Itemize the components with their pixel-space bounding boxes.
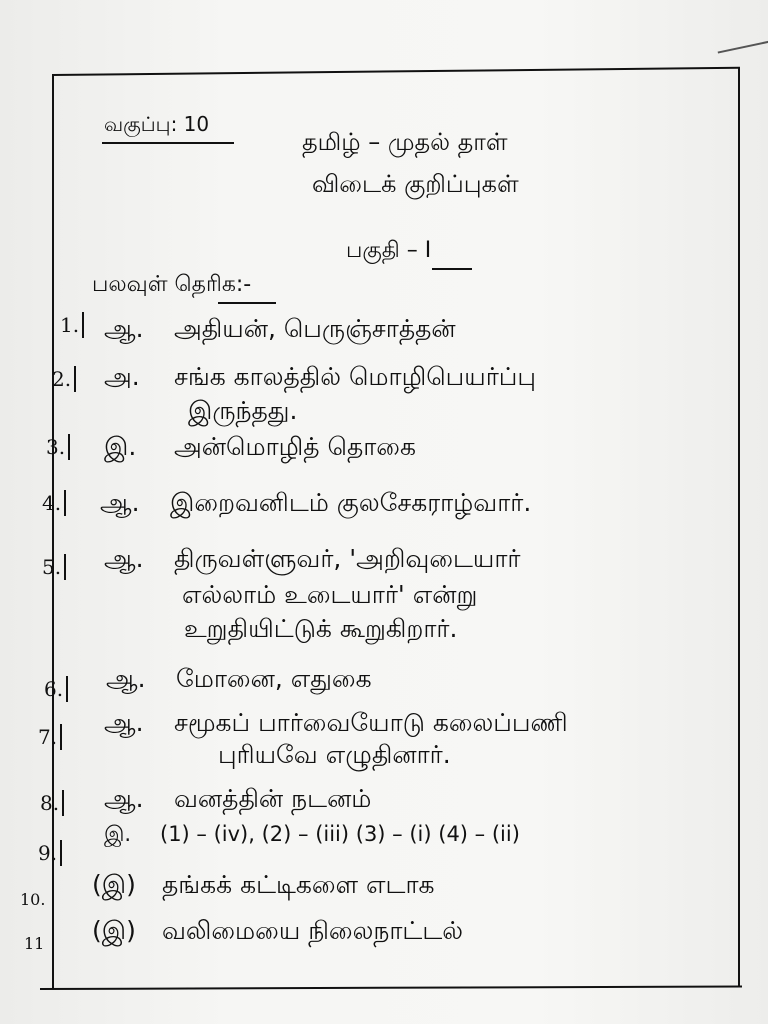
answer-item: [104, 708, 568, 741]
choose-label-underline: [218, 302, 276, 304]
answer-number: 2.: [52, 366, 76, 392]
answer-text: திருவள்ளுவர், 'அறிவுடையார்: [174, 544, 521, 573]
answer-option: ஆ.: [106, 664, 146, 693]
answer-number: 8.: [40, 790, 64, 816]
answer-item: [104, 362, 536, 395]
answer-text-continued: இருந்தது.: [188, 396, 298, 425]
answer-number: 3.: [46, 434, 70, 460]
answer-number: 4.: [42, 490, 66, 516]
answer-option: ஆ.: [104, 708, 144, 737]
answer-key-title: விடைக் குறிப்புகள்: [312, 170, 519, 198]
answer-text: (1) – (iv), (2) – (iii) (3) – (i) (4) – (ii): [160, 822, 520, 846]
answer-number: 1.: [60, 312, 84, 338]
margin-line-right: [738, 68, 740, 986]
answer-text: அதியன், பெருஞ்சாத்தன்: [174, 314, 456, 343]
answer-item: [106, 664, 372, 697]
answer-text: வலிமையை நிலைநாட்டல்: [162, 916, 463, 945]
section-title: பகுதி – I: [346, 238, 432, 263]
answer-number: 9.: [38, 840, 62, 866]
answer-item: [100, 488, 531, 521]
margin-line-top: [52, 67, 740, 76]
answer-option: ஆ.: [104, 544, 144, 573]
answer-item: [104, 314, 456, 347]
class-label-underline: [102, 142, 234, 144]
choose-label: பலவுள் தெரிக:-: [92, 272, 252, 297]
answer-text: இறைவனிடம் குலசேகராழ்வார்.: [170, 488, 532, 517]
answer-item: [92, 916, 463, 949]
margin-line-bottom: [40, 986, 742, 990]
answer-option: அ.: [104, 362, 140, 391]
answer-option: (இ): [92, 870, 136, 899]
answer-number: 11: [24, 934, 45, 953]
answer-number: 5.: [42, 554, 66, 580]
answer-text-continued: உறுதியிட்டுக் கூறுகிறார்.: [184, 614, 458, 643]
answer-option: இ.: [104, 432, 137, 461]
answer-number: 10.: [20, 890, 46, 909]
answer-number: 6.: [44, 676, 68, 702]
answer-text: தங்கக் கட்டிகளை எடாக: [162, 870, 435, 899]
class-label: வகுப்பு: 10: [104, 112, 210, 136]
answer-option: ஆ.: [104, 784, 144, 813]
answer-item: [104, 784, 371, 817]
answer-text: அன்மொழித் தொகை: [174, 432, 416, 461]
answer-option: ஆ.: [104, 314, 144, 343]
answer-item: [104, 432, 416, 465]
answer-item: [104, 544, 520, 577]
answer-text-continued: புரியவே எழுதினார்.: [218, 740, 451, 769]
paper-title: தமிழ் – முதல் தாள்: [302, 128, 508, 156]
answer-option: (இ): [92, 916, 136, 945]
answer-option: இ.: [104, 822, 132, 846]
answer-item: [92, 870, 435, 903]
answer-text: சங்க காலத்தில் மொழிபெயர்ப்பு: [174, 362, 536, 391]
answer-text-continued: எல்லாம் உடையார்' என்று: [182, 580, 478, 609]
answer-item: [104, 822, 520, 849]
page-corner-mark: [709, 0, 768, 54]
answer-text: சமூகப் பார்வையோடு கலைப்பணி: [174, 708, 568, 737]
answer-text: மோனை, எதுகை: [176, 664, 372, 693]
answer-text: வனத்தின் நடனம்: [174, 784, 372, 813]
section-title-underline: [432, 268, 472, 270]
answer-option: ஆ.: [100, 488, 140, 517]
answer-number: 7.: [38, 724, 62, 750]
